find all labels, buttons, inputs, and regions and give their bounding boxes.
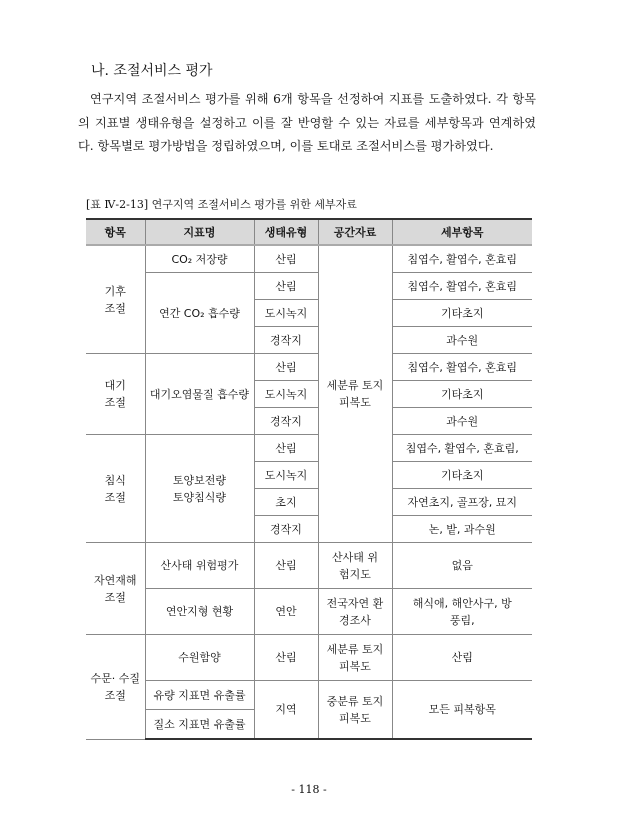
indicator-cell: 연간 CO₂ 흡수량 [145,273,254,354]
type-cell: 지역 [254,681,318,740]
type-cell: 경작지 [254,408,318,435]
header-cell: 세부항목 [392,219,532,245]
spatial-cell: 세분류 토지피복도 [318,635,392,681]
detail-cell: 기타초지 [392,381,532,408]
header-cell: 생태유형 [254,219,318,245]
spatial-cell: 중분류 토지피복도 [318,681,392,740]
indicator-cell: 수원함양 [145,635,254,681]
type-cell: 경작지 [254,516,318,543]
indicator-cell: 연안지형 현황 [145,589,254,635]
detail-cell: 논, 밭, 과수원 [392,516,532,543]
table-row [86,245,532,273]
indicator-cell: 대기오염물질 흡수량 [145,354,254,435]
table-row [86,589,532,635]
type-cell: 연안 [254,589,318,635]
indicator-cell: CO₂ 저장량 [145,245,254,273]
type-cell: 산림 [254,245,318,273]
detail-cell: 산림 [392,635,532,681]
header-row [86,219,532,245]
table-row [86,354,532,381]
type-cell: 초지 [254,489,318,516]
detail-cell: 해식애, 해안사구, 방풍림, [392,589,532,635]
type-cell: 도시녹지 [254,300,318,327]
category-cell: 기후 조절 [86,245,145,354]
spatial-cell: 산사태 위험지도 [318,543,392,589]
spatial-cell: 전국자연 환경조사 [318,589,392,635]
type-cell: 산림 [254,273,318,300]
detail-cell: 침엽수, 활엽수, 혼효림 [392,273,532,300]
table-row [86,635,532,681]
table-caption: [표 Ⅳ-2-13] 연구지역 조절서비스 평가를 위한 세부자료 [86,198,357,211]
indicator-cell: 유량 지표면 유출률 [145,681,254,710]
type-cell: 경작지 [254,327,318,354]
indicator-cell: 질소 지표면 유출률 [145,710,254,740]
detail-cell: 침엽수, 활엽수, 혼효림 [392,354,532,381]
table-row [86,273,532,300]
section-heading: 나. 조절서비스 평가 [91,63,213,79]
detail-cell: 과수원 [392,327,532,354]
header-cell: 공간자료 [318,219,392,245]
detail-data-table [86,218,532,740]
header-cell: 항목 [86,219,145,245]
table-row [86,681,532,710]
type-cell: 산림 [254,635,318,681]
header-cell: 지표명 [145,219,254,245]
detail-cell: 기타초지 [392,462,532,489]
type-cell: 산림 [254,435,318,462]
table-row [86,543,532,589]
category-cell: 자연재해 조절 [86,543,145,635]
spatial-cell: 세분류 토지피복도 [318,245,392,543]
detail-cell: 자연초지, 골프장, 묘지 [392,489,532,516]
category-cell: 수문· 수질조절 [86,635,145,740]
page-number: - 118 - [291,783,327,796]
category-cell: 침식 조절 [86,435,145,543]
detail-cell: 침엽수, 활엽수, 혼효림 [392,245,532,273]
indicator-cell: 산사태 위험평가 [145,543,254,589]
indicator-cell: 토양보전량 토양침식량 [145,435,254,543]
type-cell: 도시녹지 [254,462,318,489]
paragraph-text: 연구지역 조절서비스 평가를 위해 6개 항목을 선정하여 지표를 도출하였다. 각 항목의 지표별 생태유형을 설정하고 이를 잘 반영할 수 있는 자료를 세부항목과 연계하였다. 항목별로 평가방법을 정립하였으며, 이를 토대로 조절서비스를 평가하였다. [78,92,536,153]
detail-cell: 침엽수, 활엽수, 혼효림, [392,435,532,462]
type-cell: 산림 [254,354,318,381]
detail-cell: 모든 피복항목 [392,681,532,740]
type-cell: 도시녹지 [254,381,318,408]
detail-cell: 없음 [392,543,532,589]
detail-cell: 과수원 [392,408,532,435]
table-row [86,435,532,462]
category-cell: 대기 조절 [86,354,145,435]
body-paragraph [78,88,536,159]
detail-cell: 기타초지 [392,300,532,327]
type-cell: 산림 [254,543,318,589]
